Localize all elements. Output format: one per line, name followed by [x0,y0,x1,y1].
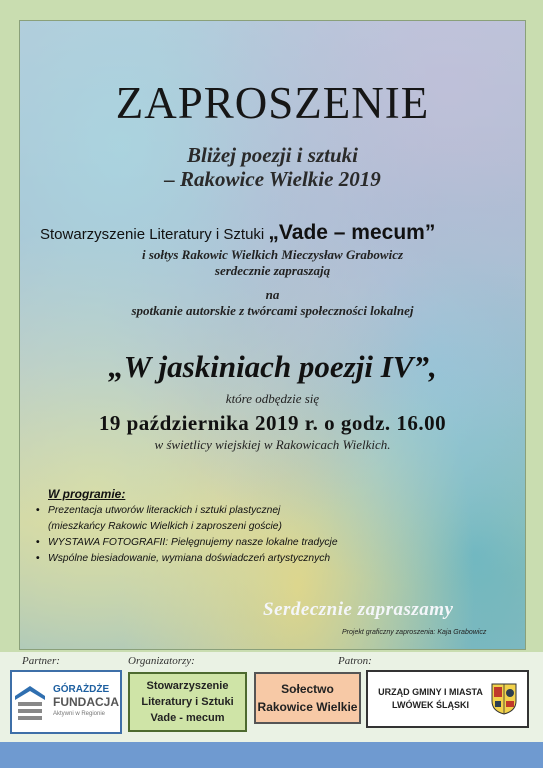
organizer-box-stowarzyszenie [128,672,247,732]
organizer-box-solectwo [254,672,361,724]
partner-logo-line1: GÓRAŻDŻE [53,684,110,695]
program-title: W programie: [48,487,126,501]
soltys-line: i sołtys Rakowic Wielkich Mieczysław Grabowicz [141,247,404,262]
patron-label: Patron: [338,655,372,667]
patron-line1: URZĄD GMINY I MIASTA [378,687,483,697]
ktore-line: które odbędzie się [225,391,320,406]
event-date: 19 października 2019 r. o godz. 16.00 [98,411,447,435]
spotkanie-line: spotkanie autorskie z twórcami społeczności lokalnej [131,303,414,318]
program-item-note: (mieszkańcy Rakowic Wielkich i zaproszeni goście) [48,521,282,532]
invitation-poster [19,20,526,650]
patron-line2: LWÓWEK ŚLĄSKI [391,700,469,710]
partner-label: Partner: [22,655,60,667]
program-item: • Wspólne biesiadowanie, wymiana doświadczeń artystycznych [48,551,338,567]
gorazdze-logo-icon [13,682,47,722]
organizer-prefix: Stowarzyszenie Literatury i Sztuki [40,226,269,243]
zapraszaja-line: serdecznie zapraszają [214,263,331,278]
bottom-color-bar [0,742,543,768]
program-item: • Prezentacja utworów literackich i sztuki plastycznej [48,503,338,519]
organizer-name: „Vade – mecum” [268,221,436,244]
event-place: w świetlicy wiejskiej w Rakowicach Wielkich. [154,437,391,452]
poster-subtitle-line1: Bliżej poezji i sztuki [187,143,358,167]
event-title: „W jaskiniach poezji IV”, [108,349,437,384]
org1-line2: Literatury i Sztuki [141,696,234,708]
organizers-label: Organizatorzy: [128,655,195,667]
poster-subtitle-line2: – Rakowice Wielkie 2019 [164,167,381,191]
org1-line3: Vade - mecum [150,712,225,724]
program-item: • WYSTAWA FOTOGRAFII: Pielęgnujemy nasze lokalne tradycje [48,535,338,551]
poster-title: ZAPROSZENIE [115,78,430,128]
patron-box [366,670,529,728]
na-line: na [265,287,280,302]
closing-text: Serdecznie zapraszamy [263,599,454,620]
org2-line2: Rakowice Wielkie [257,700,358,714]
partner-logo-line2: FUNDACJA [53,695,119,709]
org1-line1: Stowarzyszenie [146,680,229,692]
partner-logo-line3: Aktywni w Regionie [53,711,106,717]
design-credit: Projekt graficzny zaproszenia: Kaja Grabowicz [342,629,487,636]
program-list [30,503,338,567]
coat-of-arms-icon [491,683,517,715]
org2-line1: Sołectwo [281,682,334,696]
partner-logo-gorazdze [10,670,122,734]
organizer-line [40,221,435,245]
